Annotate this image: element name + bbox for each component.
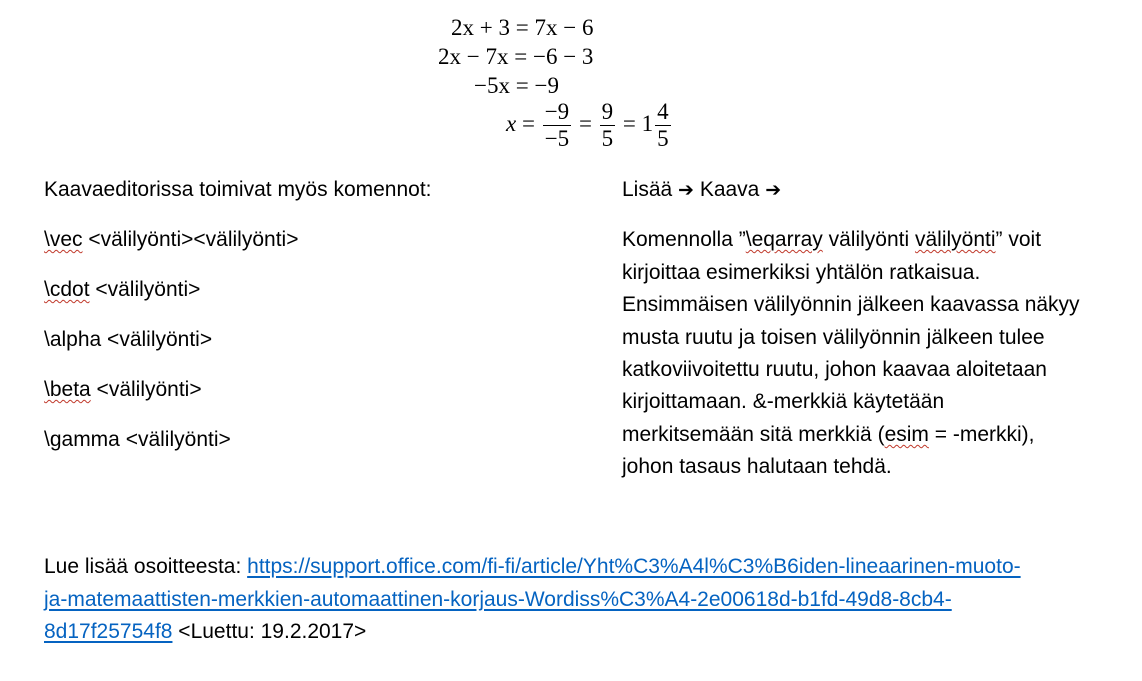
equation-line-4: x = $\frac{-9}{-5}$ = $\frac{9}{5}$ = 1 $\frac{4}{5}$	[506, 99, 669, 151]
command-beta-args: <välilyönti>	[90, 378, 202, 401]
command-gamma-name: \gamma	[44, 428, 120, 451]
equation-line-3	[474, 72, 559, 100]
footer-line-1	[44, 551, 1021, 583]
eqarray-command: \eqarray	[745, 228, 823, 251]
menu-path	[622, 174, 781, 206]
command-alpha-args: <välilyönti>	[101, 328, 213, 351]
command-gamma-args: <välilyönti>	[119, 428, 231, 451]
paragraph-line-1-mid: välilyönti	[822, 228, 915, 251]
command-alpha	[44, 324, 212, 356]
fraction-2-denominator: 5	[601, 126, 614, 151]
command-beta-name: \beta	[44, 378, 91, 401]
fraction-3	[655, 99, 671, 152]
left-heading: Kaavaeditorissa toimivat myös komennot:	[44, 178, 432, 201]
equation-line-1	[451, 14, 593, 42]
arrow-right-icon: ➔	[678, 179, 694, 201]
fraction-1-numerator: −9	[544, 99, 570, 124]
fraction-2-numerator: 9	[601, 99, 614, 124]
paragraph-line-7-post: = -merkki),	[928, 423, 1035, 446]
command-gamma	[44, 424, 231, 456]
paragraph-line-3: Ensimmäisen välilyönnin jälkeen kaavassa näkyy	[622, 293, 1080, 316]
paragraph-line-2: kirjoittaa esimerkiksi yhtälön ratkaisua.	[622, 261, 981, 284]
command-alpha-name: \alpha	[44, 328, 102, 351]
paragraph-line-7	[622, 419, 1035, 451]
equation-4-variable: x	[506, 110, 517, 136]
command-vec-args: <välilyönti><välilyönti>	[82, 228, 299, 251]
equation-1-left: 2x + 3	[451, 15, 510, 40]
read-date: <Luettu: 19.2.2017>	[172, 620, 367, 643]
paragraph-line-8: johon tasaus halutaan tehdä.	[622, 455, 892, 478]
command-cdot-args: <välilyönti>	[89, 278, 201, 301]
equation-1-right: 7x − 6	[534, 15, 594, 40]
footer-line-3	[44, 616, 366, 648]
equation-3-left: −5x	[474, 73, 510, 98]
fraction-2	[600, 99, 616, 152]
menu-insert-label: Lisää	[622, 178, 673, 201]
footer-line-2	[44, 584, 952, 616]
fraction-3-denominator: 5	[657, 126, 669, 151]
paragraph-line-1	[622, 224, 1041, 256]
paragraph-line-6: kirjoittamaan. &-merkkiä käytetään	[622, 390, 945, 413]
command-vec	[44, 224, 298, 256]
fraction-3-numerator: 4	[657, 99, 669, 124]
equation-2-right: −6 − 3	[532, 44, 594, 69]
paragraph-line-1-pre: Komennolla ”	[622, 228, 746, 251]
equation-3-right: −9	[534, 73, 559, 98]
command-vec-name: \vec	[44, 228, 83, 251]
reference-link[interactable]: https://support.office.com/fi-fi/article/Yht%C3%A4l%C3%B6iden-lineaarinen-muoto-	[247, 555, 1021, 578]
mixed-number-whole: 1	[641, 110, 654, 136]
paragraph-line-7-word: esim	[884, 423, 929, 446]
equation-2-left: 2x − 7x	[438, 44, 509, 69]
command-cdot	[44, 274, 200, 306]
reference-link[interactable]: 8d17f25754f8	[44, 620, 173, 643]
equation-3-equals: =	[515, 73, 529, 98]
menu-formula-label: Kaava	[699, 178, 760, 201]
equation-1-equals: =	[515, 15, 529, 40]
paragraph-line-4: musta ruutu ja toisen välilyönnin jälkeen tulee	[622, 326, 1045, 349]
equation-2-equals: =	[514, 44, 528, 69]
reference-link[interactable]: ja-matemaattisten-merkkien-automaattinen-korjaus-Wordiss%C3%A4-2e00618d-b1fd-49d8-8cb4-	[44, 588, 952, 611]
paragraph-line-1-post: ” voit	[995, 228, 1042, 251]
command-beta	[44, 374, 202, 406]
paragraph-line-5: katkoviivoitettu ruutu, johon kaavaa aloitetaan	[622, 358, 1047, 381]
paragraph-line-7-pre: merkitsemään sitä merkkiä (	[622, 423, 885, 446]
arrow-right-icon: ➔	[765, 179, 782, 201]
command-cdot-name: \cdot	[44, 278, 90, 301]
fraction-1	[543, 99, 571, 152]
fraction-1-denominator: −5	[544, 126, 570, 151]
paragraph-line-1-word: välilyönti	[914, 228, 996, 251]
footer-label: Lue lisää osoitteesta:	[44, 555, 248, 578]
equation-line-2	[438, 43, 593, 71]
